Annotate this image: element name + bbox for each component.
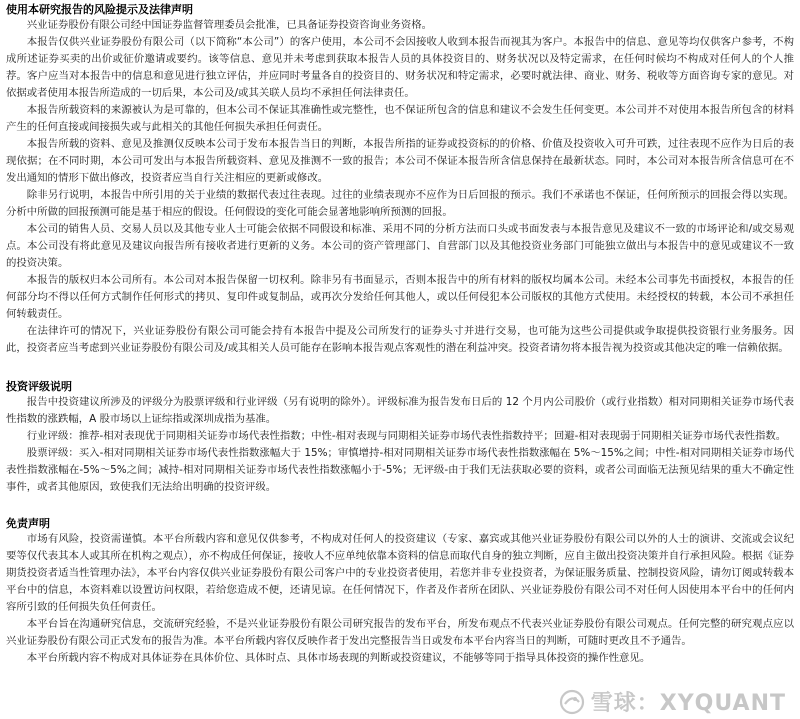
section-spacer [6, 496, 794, 516]
watermark-text: 雪球：XYQUANT [590, 691, 786, 716]
paragraph: 本平台所载内容不构成对具体证券在具体价位、具体时点、具体市场表现的判断或投资建议，不能够等同于指导具体投资的操作性意见。 [26, 652, 651, 664]
paragraph: 在法律许可的情况下，兴业证券股份有限公司可能会持有本报告中提及公司所发行的证券头寸并进行交易，也可能为这些公司提供或争取提供投资银行业务服务。因此，投资者应当考虑到兴业证券股份有限公司及/或其相关人员可能存在影响本报告观点客观性的潜在利益冲突。投资者请勿将本报告视为投资或其他决定的唯一信赖依据。 [6, 325, 794, 354]
paragraph: 本报告所载的资料、意见及推测仅反映本公司于发布本报告当日的判断，本报告所指的证券或投资标的的价格、价值及投资收入可升可跌，过往表现不应作为日后的表现依据；在不同时期，本公司可发出与本报告所载资料、意见及推测不一致的报告；本公司不保证本报告所含信息保持在最新状态。同时，本公司对本报告所含信息可在不发出通知的情形下做出修改，投资者应当自行关注相应的更新或修改。 [6, 138, 794, 184]
disclaimer-section [6, 516, 794, 667]
paragraph: 股票评级：买入-相对同期相关证券市场代表性指数涨幅大于 15%；审慎增持-相对同期相关证券市场代表性指数涨幅在 5%～15%之间；中性-相对同期相关证券市场代表性指数涨幅在-5%～5%之间；减持-相对同期相关证券市场代表性指数涨幅小于-5%；无评级-由于我们无法获取必要的资料，或者公司面临无法预见结果的重大不确定性事件，或者其他原因，致使我们无法给出明确的投资评级。 [6, 447, 794, 493]
section-title-disclaimer: 免责声明 [6, 517, 50, 530]
paragraph: 兴业证券股份有限公司经中国证券监督管理委员会批准，已具备证券投资咨询业务资格。 [26, 19, 433, 31]
paragraph: 除非另行说明，本报告中所引用的关于业绩的数据代表过往表现。过往的业绩表现亦不应作为日后回报的预示。我们不承诺也不保证，任何所预示的回报会得以实现。分析中所做的回报预测可能是基于相应的假设。任何假设的变化可能会显著地影响所预测的回报。 [6, 189, 794, 218]
paragraph: 本报告仅供兴业证券股份有限公司（以下简称“本公司”）的客户使用，本公司不会因接收人收到本报告而视其为客户。本报告中的信息、意见等均仅供客户参考，不构成所述证券买卖的出价或征价邀请或要约。该等信息、意见并未考虑到获取本报告人员的具体投资目的、财务状况以及特定需求，在任何时候均不构成对任何人的个人推荐。客户应当对本报告中的信息和意见进行独立评估，并应同时考量各自的投资目的、财务状况和特定需求，必要时就法律、商业、财务、税收等方面咨询专家的意见。对依据或者使用本报告所造成的一切后果，本公司及/或其关联人员均不承担任何法律责任。 [6, 36, 794, 99]
section-spacer [6, 357, 794, 379]
paragraph: 报告中投资建议所涉及的评级分为股票评级和行业评级（另有说明的除外）。评级标准为报告发布日后的 12 个月内公司股价（或行业指数）相对同期相关证券市场代表性指数的涨跌幅，A 股市场以上证综指或深圳成指为基准。 [6, 396, 794, 425]
paragraph: 市场有风险，投资需谨慎。本平台所载内容和意见仅供参考，不构成对任何人的投资建议（专家、嘉宾或其他兴业证券股份有限公司以外的人士的演讲、交流或会议纪要等仅代表其本人或其所在机构之观点），亦不构成任何保证，接收人不应单纯依靠本资料的信息而取代自身的独立判断，应自主做出投资决策并自行承担风险。根据《证券期货投资者适当性管理办法》，本平台内容仅供兴业证券股份有限公司客户中的专业投资者使用，若您并非专业投资者，为保证服务质量、控制投资风险，请勿订阅或转载本平台中的信息，本资料难以设置访问权限，若给您造成不便，还请见谅。在任何情况下，作者及作者所在团队、兴业证券股份有限公司不对任何人因使用本平台中的任何内容所引致的任何损失负任何责任。 [6, 533, 794, 613]
paragraph: 本平台旨在沟通研究信息，交流研究经验，不是兴业证券股份有限公司研究报告的发布平台，所发布观点不代表兴业证券股份有限公司观点。任何完整的研究观点应以兴业证券股份有限公司正式发布的报告为准。本平台所载内容仅反映作者于发出完整报告当日或发布本平台内容当日的判断，可随时更改且不予通告。 [6, 618, 794, 647]
paragraph: 本公司的销售人员、交易人员以及其他专业人士可能会依据不同假设和标准、采用不同的分析方法而口头或书面发表与本报告意见及建议不一致的市场评论和/或交易观点。本公司没有将此意见及建议向报告所有接收者进行更新的义务。本公司的资产管理部门、自营部门以及其他投资业务部门可能独立做出与本报告中的意见或建议不一致的投资决策。 [6, 223, 794, 269]
paragraph: 本报告所载资料的来源被认为是可靠的，但本公司不保证其准确性或完整性，也不保证所包含的信息和建议不会发生任何变更。本公司并不对使用本报告所包含的材料产生的任何直接或间接损失或与此相关的其他任何损失承担任何责任。 [6, 104, 794, 133]
paragraph: 本报告的版权归本公司所有。本公司对本报告保留一切权利。除非另有书面显示，否则本报告中的所有材料的版权均属本公司。未经本公司事先书面授权，本报告的任何部分均不得以任何方式制作任何形式的拷贝、复印件或复制品，或再次分发给任何其他人，或以任何侵犯本公司版权的其他方式使用。未经授权的转载，本公司不承担任何转载责任。 [6, 274, 794, 320]
risk-disclosure-section [6, 2, 794, 357]
paragraph: 行业评级：推荐-相对表现优于同期相关证券市场代表性指数；中性-相对表现与同期相关证券市场代表性指数持平；回避-相对表现弱于同期相关证券市场代表性指数。 [26, 430, 787, 442]
section-title-risk: 使用本研究报告的风险提示及法律声明 [6, 3, 193, 16]
section-title-rating: 投资评级说明 [6, 380, 72, 393]
rating-description-section [6, 379, 794, 496]
